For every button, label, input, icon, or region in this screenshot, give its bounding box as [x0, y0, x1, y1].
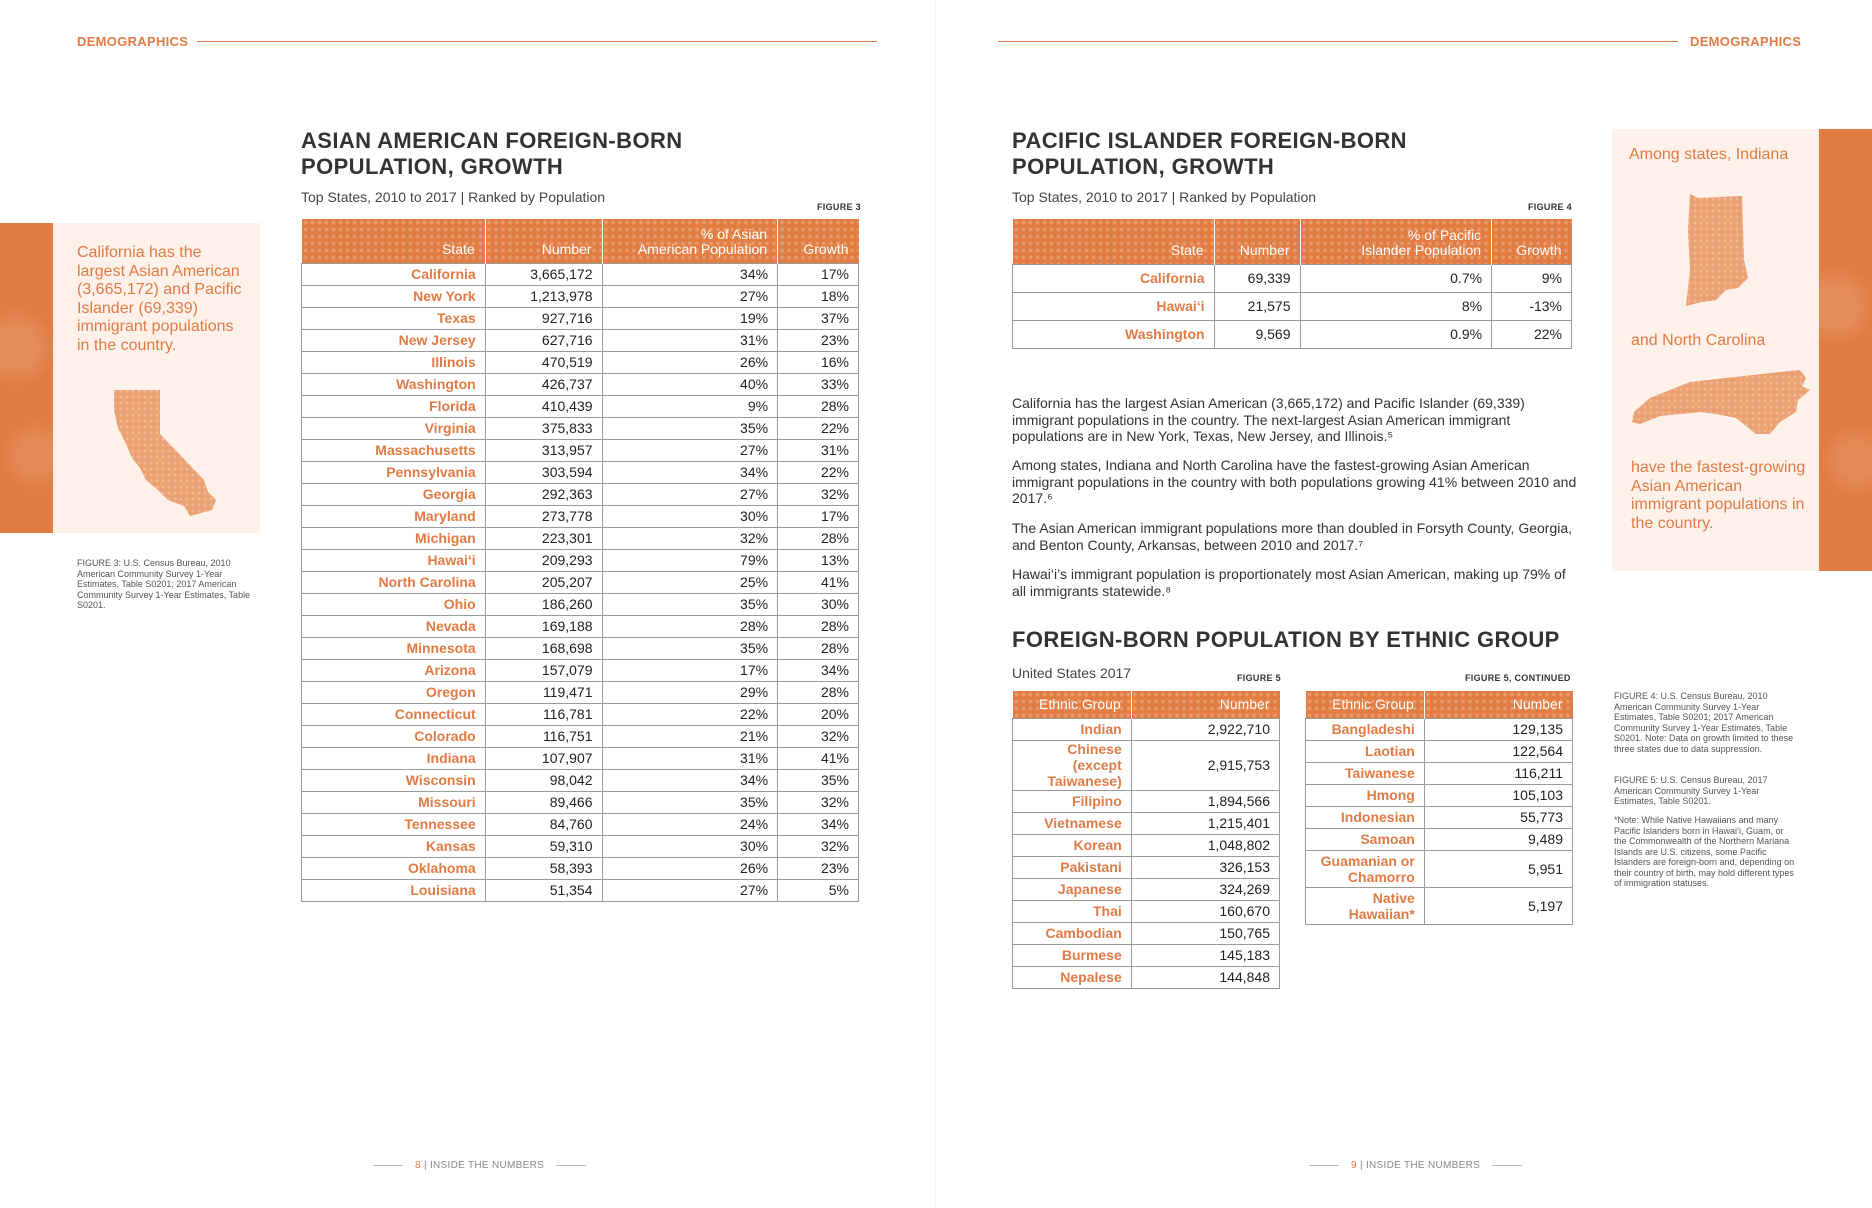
- table-row: [1306, 850, 1573, 887]
- number-cell: 1,894,566: [1131, 790, 1279, 812]
- ethnic-group-cell: Native Hawaiian*: [1306, 887, 1425, 924]
- number-cell: 292,363: [485, 483, 602, 505]
- table-row: [302, 813, 859, 835]
- figure5-table-left: [1012, 691, 1280, 989]
- number-cell: 168,698: [485, 637, 602, 659]
- table-row: [1306, 828, 1573, 850]
- growth-cell: 28%: [778, 637, 859, 659]
- table-row: [302, 483, 859, 505]
- state-cell: Georgia: [302, 483, 486, 505]
- growth-cell: 9%: [1492, 264, 1572, 292]
- number-cell: 119,471: [485, 681, 602, 703]
- header-percent: [1300, 219, 1492, 264]
- number-cell: 426,737: [485, 373, 602, 395]
- table-row: [302, 505, 859, 527]
- ethnic-group-cell: Filipino: [1013, 790, 1132, 812]
- number-cell: 326,153: [1131, 856, 1279, 878]
- header-growth: Growth: [1492, 219, 1572, 264]
- number-cell: 145,183: [1131, 944, 1279, 966]
- number-cell: 160,670: [1131, 900, 1279, 922]
- number-cell: 3,665,172: [485, 263, 602, 285]
- number-cell: 9,489: [1424, 828, 1572, 850]
- percent-cell: 32%: [602, 527, 778, 549]
- table-row: [302, 703, 859, 725]
- section-tag-right: DEMOGRAPHICS: [1690, 34, 1802, 49]
- header-number: Number: [485, 219, 602, 263]
- state-cell: Maryland: [302, 505, 486, 527]
- state-cell: Indiana: [302, 747, 486, 769]
- growth-cell: 5%: [778, 879, 859, 901]
- header-rule-left: [197, 41, 877, 42]
- table-row: [1306, 806, 1573, 828]
- growth-cell: 31%: [778, 439, 859, 461]
- paragraph-1: California has the largest Asian American (3,665,172) and Pacific Islander (69,339) immigrant populations in the country. The next-largest Asian American immigrant populations are in New York, Texas, New Jersey, and Illinois.⁵: [1012, 395, 1525, 444]
- paragraph-4: Hawai‘i’s immigrant population is proportionately most Asian American, making up 79% of all immigrants statewide.⁸: [1012, 566, 1566, 599]
- number-cell: 2,922,710: [1131, 718, 1279, 740]
- growth-cell: 28%: [778, 527, 859, 549]
- table-row: [302, 593, 859, 615]
- percent-cell: 28%: [602, 615, 778, 637]
- growth-cell: 18%: [778, 285, 859, 307]
- growth-cell: 30%: [778, 593, 859, 615]
- table-row: [1306, 762, 1573, 784]
- growth-cell: 17%: [778, 263, 859, 285]
- percent-cell: 26%: [602, 351, 778, 373]
- figure4-table: [1012, 219, 1572, 349]
- figure5-source-note: FIGURE 5: U.S. Census Bureau, 2017 American Community Survey 1-Year Estimates, Table S0201.: [1614, 775, 1768, 806]
- table-row: [302, 285, 859, 307]
- table-row: [302, 373, 859, 395]
- growth-cell: 41%: [778, 747, 859, 769]
- growth-cell: 35%: [778, 769, 859, 791]
- percent-cell: 31%: [602, 329, 778, 351]
- number-cell: 116,781: [485, 703, 602, 725]
- ethnic-group-cell: Chinese (except Taiwanese): [1013, 740, 1132, 790]
- state-cell: New York: [302, 285, 486, 307]
- state-cell: Minnesota: [302, 637, 486, 659]
- table-row: [302, 461, 859, 483]
- number-cell: 1,215,401: [1131, 812, 1279, 834]
- table-row: [1013, 790, 1280, 812]
- percent-cell: 27%: [602, 285, 778, 307]
- number-cell: 1,048,802: [1131, 834, 1279, 856]
- header-rule-right: [998, 41, 1678, 42]
- ethnic-group-cell: Indian: [1013, 718, 1132, 740]
- percent-cell: 9%: [602, 395, 778, 417]
- percent-cell: 24%: [602, 813, 778, 835]
- figure4-title: [1012, 128, 1407, 180]
- figure3-title-line2: POPULATION, GROWTH: [301, 154, 564, 179]
- number-cell: 223,301: [485, 527, 602, 549]
- growth-cell: 37%: [778, 307, 859, 329]
- state-cell: Nevada: [302, 615, 486, 637]
- number-cell: 89,466: [485, 791, 602, 813]
- table-row: [302, 791, 859, 813]
- growth-cell: 32%: [778, 483, 859, 505]
- header-percent-line1: % of Asian: [700, 225, 768, 242]
- figure5-left-header-row: [1013, 691, 1280, 718]
- footer-right: 9 | INSIDE THE NUMBERS: [1297, 1160, 1534, 1171]
- callout-text-fastest-growing: have the fastest-growing Asian American immigrant populations in the country.: [1631, 459, 1806, 532]
- table-row: [1013, 292, 1572, 320]
- percent-cell: 31%: [602, 747, 778, 769]
- number-cell: 21,575: [1214, 292, 1300, 320]
- table-row: [302, 527, 859, 549]
- indiana-map-icon: [1680, 190, 1756, 308]
- ethnic-group-cell: Taiwanese: [1306, 762, 1425, 784]
- number-cell: 98,042: [485, 769, 602, 791]
- table-row: [1306, 784, 1573, 806]
- footer-left: 8 | INSIDE THE NUMBERS: [361, 1160, 598, 1171]
- number-cell: 375,833: [485, 417, 602, 439]
- figure4-label: FIGURE 4: [1528, 202, 1572, 212]
- number-cell: 1,213,978: [485, 285, 602, 307]
- ethnic-group-cell: Vietnamese: [1013, 812, 1132, 834]
- number-cell: 116,211: [1424, 762, 1572, 784]
- figure4-title-line1: PACIFIC ISLANDER FOREIGN-BORN: [1012, 128, 1407, 153]
- number-cell: 105,103: [1424, 784, 1572, 806]
- figure3-title: [301, 128, 683, 180]
- section-tag-left: DEMOGRAPHICS: [77, 34, 189, 49]
- table-row: [302, 769, 859, 791]
- header-number: Number: [1424, 691, 1572, 718]
- table-row: [302, 835, 859, 857]
- percent-cell: 17%: [602, 659, 778, 681]
- ethnic-group-cell: Guamanian or Chamorro: [1306, 850, 1425, 887]
- table-row: [1013, 966, 1280, 988]
- ethnic-group-cell: Thai: [1013, 900, 1132, 922]
- ethnic-group-cell: Indonesian: [1306, 806, 1425, 828]
- table-row: [302, 681, 859, 703]
- number-cell: 5,951: [1424, 850, 1572, 887]
- percent-cell: 26%: [602, 857, 778, 879]
- number-cell: 116,751: [485, 725, 602, 747]
- table-row: [1013, 834, 1280, 856]
- state-cell: Kansas: [302, 835, 486, 857]
- state-cell: Connecticut: [302, 703, 486, 725]
- california-map-icon: [112, 388, 222, 518]
- state-cell: Virginia: [302, 417, 486, 439]
- number-cell: 324,269: [1131, 878, 1279, 900]
- figure3-source-note: FIGURE 3: U.S. Census Bureau, 2010 American Community Survey 1-Year Estimates, Table S0201; 2017 American Community Survey 1-Year Estimates, Table S0201.: [77, 558, 251, 610]
- percent-cell: 29%: [602, 681, 778, 703]
- state-cell: Massachusetts: [302, 439, 486, 461]
- growth-cell: -13%: [1492, 292, 1572, 320]
- figure5-right-header-row: [1306, 691, 1573, 718]
- table-row: [1013, 264, 1572, 292]
- percent-cell: 27%: [602, 483, 778, 505]
- percent-cell: 35%: [602, 593, 778, 615]
- table-row: [302, 329, 859, 351]
- state-cell: Florida: [302, 395, 486, 417]
- header-growth: Growth: [778, 219, 859, 263]
- figure5-title: FOREIGN-BORN POPULATION BY ETHNIC GROUP: [1012, 627, 1560, 652]
- page-divider: [935, 0, 936, 1208]
- footer-right-page-number: 9: [1351, 1160, 1357, 1171]
- table-row: [1306, 718, 1573, 740]
- ethnic-group-cell: Burmese: [1013, 944, 1132, 966]
- growth-cell: 20%: [778, 703, 859, 725]
- percent-cell: 0.9%: [1300, 320, 1492, 348]
- state-cell: Missouri: [302, 791, 486, 813]
- table-row: [1013, 900, 1280, 922]
- state-cell: Ohio: [302, 593, 486, 615]
- callout-text-indiana: Among states, Indiana: [1629, 146, 1789, 163]
- header-state: State: [1013, 219, 1215, 264]
- number-cell: 51,354: [485, 879, 602, 901]
- state-cell: Wisconsin: [302, 769, 486, 791]
- footer-right-text: INSIDE THE NUMBERS: [1365, 1160, 1481, 1171]
- footer-right-bar-a: [1309, 1165, 1339, 1166]
- header-ethnic-group: Ethnic Group: [1306, 691, 1425, 718]
- percent-cell: 0.7%: [1300, 264, 1492, 292]
- table-row: [1013, 922, 1280, 944]
- number-cell: 313,957: [485, 439, 602, 461]
- state-cell: Washington: [302, 373, 486, 395]
- header-percent-line2: Islander Population: [1361, 241, 1482, 258]
- growth-cell: 16%: [778, 351, 859, 373]
- table-row: [1013, 718, 1280, 740]
- percent-cell: 34%: [602, 461, 778, 483]
- figure5-continued-label: FIGURE 5, CONTINUED: [1465, 673, 1571, 683]
- percent-cell: 27%: [602, 439, 778, 461]
- percent-cell: 27%: [602, 879, 778, 901]
- header-percent-line2: American Population: [637, 240, 768, 257]
- state-cell: Tennessee: [302, 813, 486, 835]
- percent-cell: 35%: [602, 791, 778, 813]
- number-cell: 205,207: [485, 571, 602, 593]
- north-carolina-map-icon: [1630, 368, 1812, 448]
- table-row: [302, 307, 859, 329]
- percent-cell: 35%: [602, 637, 778, 659]
- table-row: [1306, 740, 1573, 762]
- number-cell: 84,760: [485, 813, 602, 835]
- number-cell: 627,716: [485, 329, 602, 351]
- number-cell: 470,519: [485, 351, 602, 373]
- growth-cell: 23%: [778, 329, 859, 351]
- percent-cell: 34%: [602, 769, 778, 791]
- percent-cell: 19%: [602, 307, 778, 329]
- footer-left-text: INSIDE THE NUMBERS: [429, 1160, 545, 1171]
- header-number: Number: [1131, 691, 1279, 718]
- state-cell: Louisiana: [302, 879, 486, 901]
- number-cell: 58,393: [485, 857, 602, 879]
- table-row: [302, 395, 859, 417]
- table-row: [302, 659, 859, 681]
- state-cell: New Jersey: [302, 329, 486, 351]
- native-hawaiian-note: *Note: While Native Hawaiians and many Pacific Islanders born in Hawai‘i, Guam, or the Commonwealth of the Northern Mariana Islands are U.S. citizens, some Pacific Islanders are foreign-born and, depending on their country of birth, may hold different types of immigration statuses.: [1614, 815, 1795, 888]
- growth-cell: 34%: [778, 813, 859, 835]
- number-cell: 410,439: [485, 395, 602, 417]
- callout-band-left: [0, 223, 53, 533]
- header-state: State: [302, 219, 486, 263]
- state-cell: Illinois: [302, 351, 486, 373]
- california-callout-text: California has the largest Asian American (3,665,172) and Pacific Islander (69,339) immigrant populations in the country.: [77, 244, 242, 354]
- ethnic-group-cell: Bangladeshi: [1306, 718, 1425, 740]
- growth-cell: 32%: [778, 725, 859, 747]
- state-cell: California: [1013, 264, 1215, 292]
- table-row: [302, 417, 859, 439]
- table-row: [302, 615, 859, 637]
- number-cell: 169,188: [485, 615, 602, 637]
- growth-cell: 22%: [1492, 320, 1572, 348]
- callout-band-right: [1819, 129, 1872, 571]
- table-row: [1013, 740, 1280, 790]
- percent-cell: 21%: [602, 725, 778, 747]
- number-cell: 129,135: [1424, 718, 1572, 740]
- ethnic-group-cell: Laotian: [1306, 740, 1425, 762]
- growth-cell: 22%: [778, 461, 859, 483]
- figure3-title-line1: ASIAN AMERICAN FOREIGN-BORN: [301, 128, 683, 153]
- figure5-label: FIGURE 5: [1237, 673, 1281, 683]
- state-cell: Hawai‘i: [302, 549, 486, 571]
- growth-cell: 13%: [778, 549, 859, 571]
- state-cell: Michigan: [302, 527, 486, 549]
- table-row: [302, 549, 859, 571]
- table-row: [1013, 856, 1280, 878]
- growth-cell: 28%: [778, 395, 859, 417]
- figure3-header-row: [302, 219, 859, 263]
- growth-cell: 33%: [778, 373, 859, 395]
- ethnic-group-cell: Cambodian: [1013, 922, 1132, 944]
- figure4-subtitle: Top States, 2010 to 2017 | Ranked by Population: [1012, 189, 1317, 205]
- ethnic-group-cell: Pakistani: [1013, 856, 1132, 878]
- figure4-title-line2: POPULATION, GROWTH: [1012, 154, 1275, 179]
- state-cell: Washington: [1013, 320, 1215, 348]
- header-ethnic-group: Ethnic Group: [1013, 691, 1132, 718]
- state-cell: Colorado: [302, 725, 486, 747]
- number-cell: 144,848: [1131, 966, 1279, 988]
- paragraph-3: The Asian American immigrant populations more than doubled in Forsyth County, Georgia, and Benton County, Arkansas, between 2010 and 2017.⁷: [1012, 520, 1573, 553]
- state-cell: North Carolina: [302, 571, 486, 593]
- table-row: [1013, 812, 1280, 834]
- number-cell: 303,594: [485, 461, 602, 483]
- percent-cell: 30%: [602, 505, 778, 527]
- table-row: [302, 747, 859, 769]
- ethnic-group-cell: Nepalese: [1013, 966, 1132, 988]
- number-cell: 107,907: [485, 747, 602, 769]
- percent-cell: 22%: [602, 703, 778, 725]
- growth-cell: 32%: [778, 791, 859, 813]
- figure5-table-right: [1305, 691, 1573, 925]
- footer-left-bar-a: [373, 1165, 403, 1166]
- state-cell: Texas: [302, 307, 486, 329]
- state-cell: Hawai‘i: [1013, 292, 1215, 320]
- number-cell: 927,716: [485, 307, 602, 329]
- ethnic-group-cell: Samoan: [1306, 828, 1425, 850]
- number-cell: 9,569: [1214, 320, 1300, 348]
- growth-cell: 23%: [778, 857, 859, 879]
- number-cell: 150,765: [1131, 922, 1279, 944]
- number-cell: 69,339: [1214, 264, 1300, 292]
- footer-left-page-number: 8: [415, 1160, 421, 1171]
- ethnic-group-cell: Hmong: [1306, 784, 1425, 806]
- percent-cell: 34%: [602, 263, 778, 285]
- number-cell: 157,079: [485, 659, 602, 681]
- callout-text-north-carolina: and North Carolina: [1631, 332, 1766, 349]
- figure4-header-row: [1013, 219, 1572, 264]
- table-row: [1013, 944, 1280, 966]
- header-percent: [602, 219, 778, 263]
- header-percent-line1: % of Pacific: [1407, 226, 1482, 243]
- number-cell: 122,564: [1424, 740, 1572, 762]
- table-row: [1013, 320, 1572, 348]
- table-row: [302, 637, 859, 659]
- number-cell: 273,778: [485, 505, 602, 527]
- growth-cell: 28%: [778, 681, 859, 703]
- state-cell: Pennsylvania: [302, 461, 486, 483]
- growth-cell: 28%: [778, 615, 859, 637]
- table-row: [1306, 887, 1573, 924]
- ethnic-group-cell: Korean: [1013, 834, 1132, 856]
- table-row: [302, 439, 859, 461]
- state-cell: Arizona: [302, 659, 486, 681]
- number-cell: 2,915,753: [1131, 740, 1279, 790]
- figure5-subtitle: United States 2017: [1012, 665, 1132, 681]
- table-row: [302, 263, 859, 285]
- percent-cell: 8%: [1300, 292, 1492, 320]
- figure3-table: [301, 219, 859, 902]
- figure3-label: FIGURE 3: [817, 202, 861, 212]
- figure3-subtitle: Top States, 2010 to 2017 | Ranked by Population: [301, 189, 606, 205]
- number-cell: 5,197: [1424, 887, 1572, 924]
- number-cell: 55,773: [1424, 806, 1572, 828]
- figure4-source-note: FIGURE 4: U.S. Census Bureau, 2010 American Community Survey 1-Year Estimates, Table S0201; 2017 American Community Survey 1-Year Estimates, Table S0201. Note: Data on growth limited to these three states due to data suppression.: [1614, 691, 1794, 754]
- state-cell: Oklahoma: [302, 857, 486, 879]
- percent-cell: 25%: [602, 571, 778, 593]
- growth-cell: 34%: [778, 659, 859, 681]
- state-cell: Oregon: [302, 681, 486, 703]
- percent-cell: 35%: [602, 417, 778, 439]
- number-cell: 59,310: [485, 835, 602, 857]
- footer-left-bar-b: [556, 1165, 586, 1166]
- paragraph-2: Among states, Indiana and North Carolina have the fastest-growing Asian American immigrant populations in the country with both populations growing 41% between 2010 and 2017.⁶: [1012, 457, 1577, 506]
- growth-cell: 17%: [778, 505, 859, 527]
- footer-right-bar-b: [1492, 1165, 1522, 1166]
- ethnic-group-cell: Japanese: [1013, 878, 1132, 900]
- table-row: [302, 351, 859, 373]
- state-cell: California: [302, 263, 486, 285]
- percent-cell: 30%: [602, 835, 778, 857]
- percent-cell: 79%: [602, 549, 778, 571]
- header-number: Number: [1214, 219, 1300, 264]
- table-row: [302, 571, 859, 593]
- percent-cell: 40%: [602, 373, 778, 395]
- growth-cell: 41%: [778, 571, 859, 593]
- table-row: [302, 857, 859, 879]
- table-row: [1013, 878, 1280, 900]
- growth-cell: 32%: [778, 835, 859, 857]
- growth-cell: 22%: [778, 417, 859, 439]
- table-row: [302, 725, 859, 747]
- number-cell: 186,260: [485, 593, 602, 615]
- table-row: [302, 879, 859, 901]
- number-cell: 209,293: [485, 549, 602, 571]
